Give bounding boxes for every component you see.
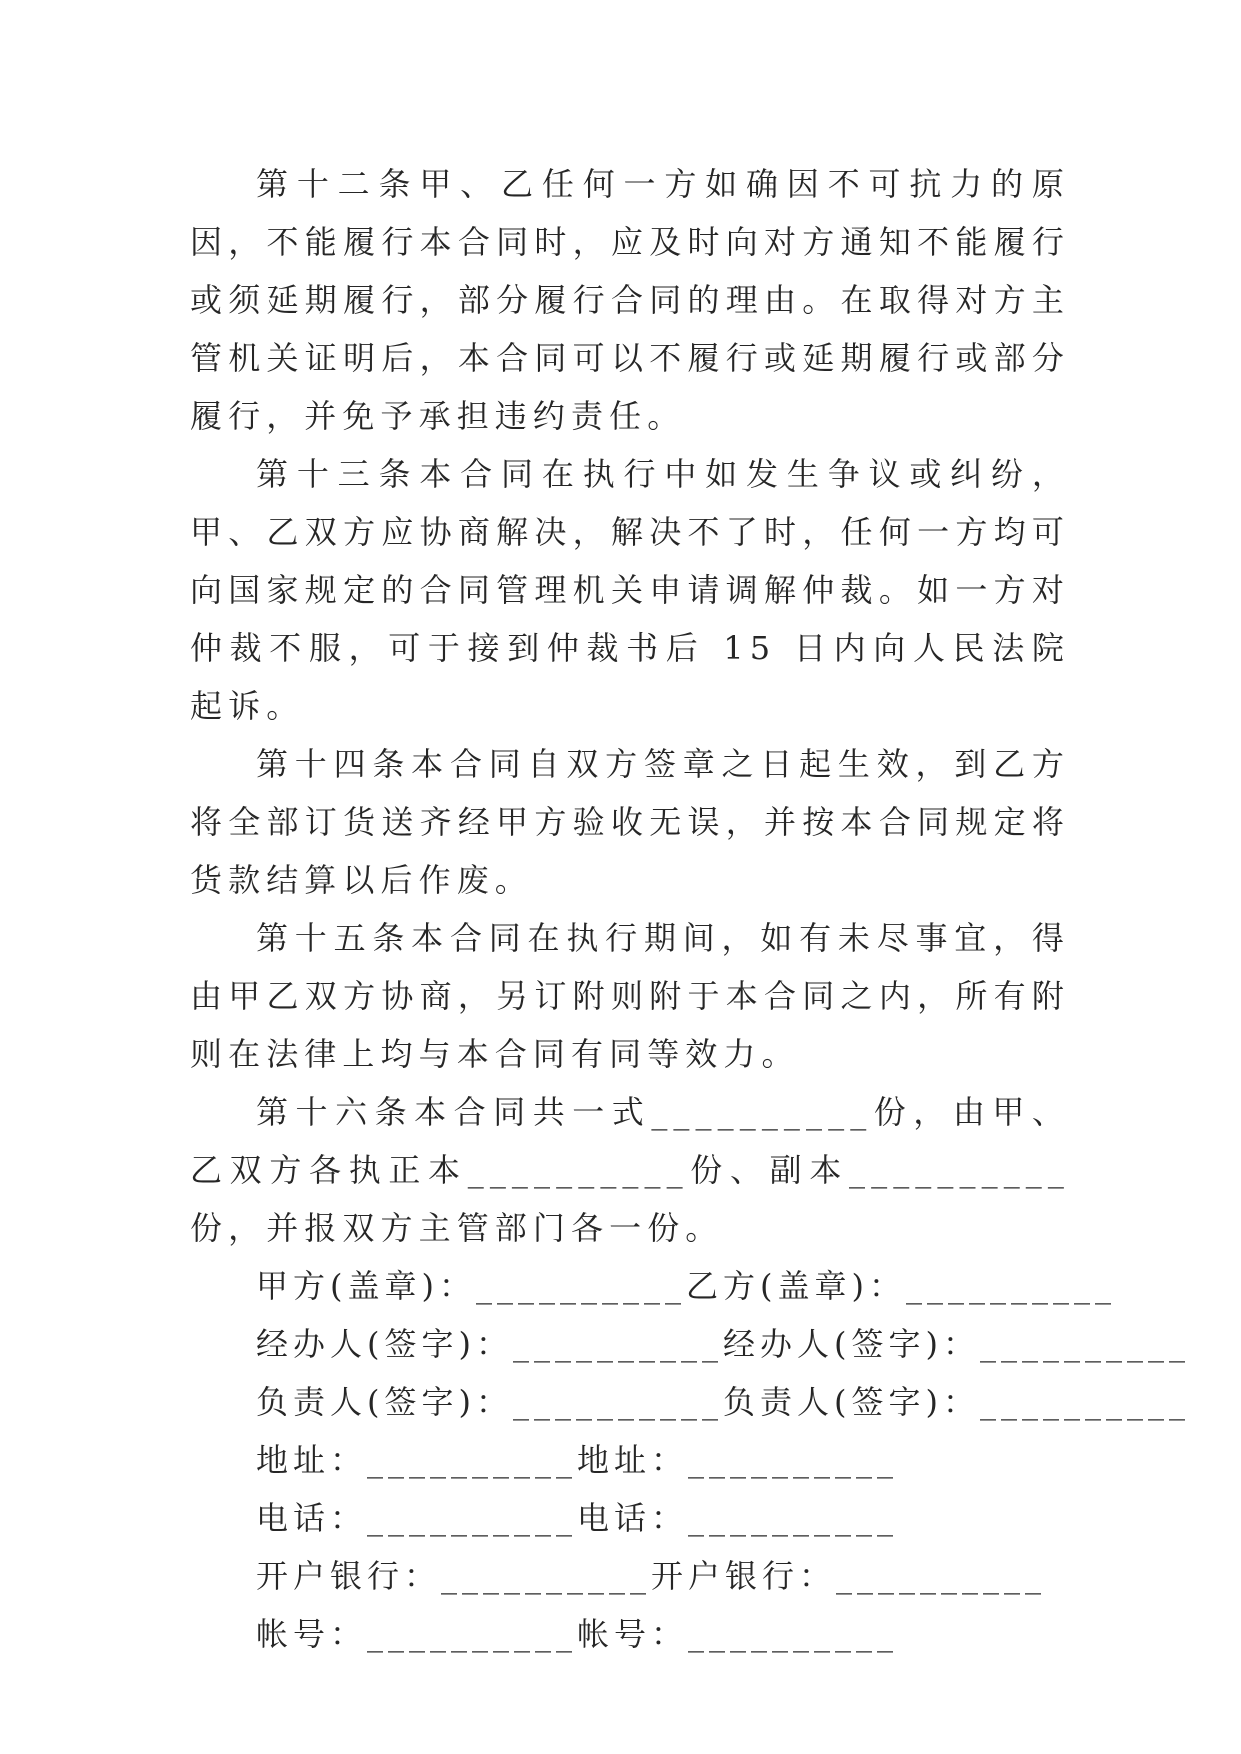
clause-13: 第十三条本合同在执行中如发生争议或纠纷，甲、乙双方应协商解决，解决不了时，任何一方均可向国家规定的合同管理机关申请调解仲裁。如一方对仲裁不服，可于接到仲裁书后 15 日内向人民法院起诉。 [190, 455, 1070, 725]
clause-15: 第十五条本合同在执行期间，如有未尽事宜，得由甲乙双方协商，另订附则附于本合同之内，所有附则在法律上均与本合同有同等效力。 [190, 919, 1070, 1073]
party-seal-line: 甲方(盖章)：__________乙方(盖章)：__________ [256, 1267, 1116, 1305]
clause-16: 第十六条本合同共一式__________份，由甲、乙双方各执正本__________份、副本__________份，并报双方主管部门各一份。 [190, 1093, 1070, 1247]
phone-line: 电话：__________电话：__________ [256, 1499, 899, 1537]
responsible-person-line: 负责人(签字)：__________负责人(签字)：__________ [256, 1383, 1190, 1421]
document-body [190, 155, 1190, 1663]
account-line: 帐号：__________帐号：__________ [256, 1615, 899, 1653]
bank-line: 开户银行：__________开户银行：__________ [256, 1557, 1047, 1595]
signature-block [190, 1257, 1190, 1663]
address-line: 地址：__________地址：__________ [256, 1441, 899, 1479]
handler-signature-line: 经办人(签字)：__________经办人(签字)：__________ [256, 1325, 1190, 1363]
clause-12: 第十二条甲、乙任何一方如确因不可抗力的原因，不能履行本合同时，应及时向对方通知不能履行或须延期履行，部分履行合同的理由。在取得对方主管机关证明后，本合同可以不履行或延期履行或部分履行，并免予承担违约责任。 [190, 165, 1070, 435]
clause-14: 第十四条本合同自双方签章之日起生效，到乙方将全部订货送齐经甲方验收无误，并按本合同规定将货款结算以后作废。 [190, 745, 1070, 899]
